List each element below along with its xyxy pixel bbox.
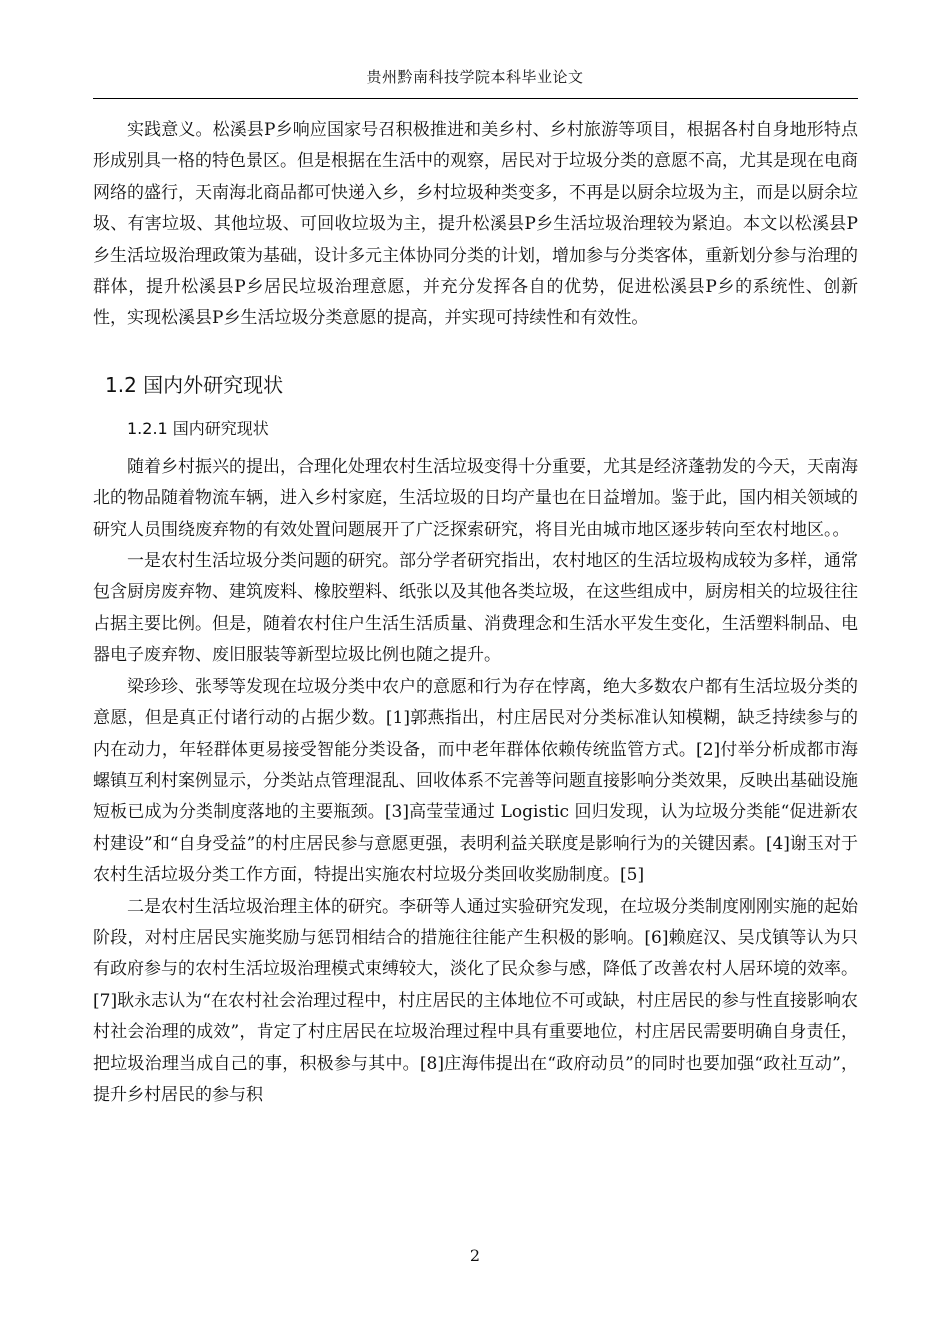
paragraph-literature-review: 梁珍珍、张琴等发现在垃圾分类中农户的意愿和行为存在悖离，绝大多数农户都有生活垃圾分类的意愿，但是真正付诸行动的占据少数。[1]郭燕指出，村庄居民对分类标准认知模糊，缺乏持续参与的内在动力，年轻群体更易接受智能分类设备，而中老年群体依赖传统监管方式。[2]付举分析成都市海螺镇互利村案例显示，分类站点管理混乱、回收体系不完善等问题直接影响分类效果，反映出基础设施短板已成为分类制度落地的主要瓶颈。[3]高莹莹通过 Logistic 回归发现，认为垃圾分类能“促进新农村建设”和“自身受益”的村庄居民参与意愿更强，表明利益关联度是影响行为的关键因素。[4]谢玉对于农村生活垃圾分类工作方面，特提出实施农村垃圾分类回收奖励制度。[5]	[93, 676, 858, 886]
paragraph-intro: 随着乡村振兴的提出，合理化处理农村生活垃圾变得十分重要，尤其是经济蓬勃发的今天，天南海北的物品随着物流车辆，进入乡村家庭，生活垃圾的日均产量也在日益增加。鉴于此，国内相关领域的研究人员围绕废弃物的有效处置问题展开了广泛探索研究，将目光由城市地区逐步转向至农村地区。。	[93, 456, 858, 540]
subsection-heading: 1.2.1 国内研究现状	[127, 418, 269, 438]
paragraph-practical-significance: 实践意义。松溪县P乡响应国家号召积极推进和美乡村、乡村旅游等项目，根据各村自身地形特点形成别具一格的特色景区。但是根据在生活中的观察，居民对于垃圾分类的意愿不高，尤其是现在电商网络的盛行，天南海北商品都可快递入乡，乡村垃圾种类变多，不再是以厨余垃圾为主，而是以厨余垃圾、有害垃圾、其他垃圾、可回收垃圾为主，提升松溪县P乡生活垃圾治理较为紧迫。本文以松溪县P乡生活垃圾治理政策为基础，设计多元主体协同分类的计划，增加参与分类客体，重新划分参与治理的群体，提升松溪县P乡居民垃圾治理意愿，并充分发挥各自的优势，促进松溪县P乡的系统性、创新性，实现松溪县P乡生活垃圾分类意愿的提高，并实现可持续性和有效性。	[93, 120, 858, 329]
paragraph-classification-research: 一是农村生活垃圾分类问题的研究。部分学者研究指出，农村地区的生活垃圾构成较为多样，通常包含厨房废弃物、建筑废料、橡胶塑料、纸张以及其他各类垃圾，在这些组成中，厨房相关的垃圾往往占据主要比例。但是，随着农村住户生活生活质量、消费理念和生活水平发生变化，生活塑料制品、电器电子废弃物、废旧服装等新型垃圾比例也随之提升。	[93, 551, 858, 666]
header-rule	[93, 98, 858, 99]
running-header: 贵州黔南科技学院本科毕业论文	[366, 68, 584, 86]
section-heading: 1.2 国内外研究现状	[105, 372, 284, 397]
page-number: 2	[469, 1246, 481, 1265]
page-body	[93, 115, 858, 1111]
paragraph-governance-subjects: 二是农村生活垃圾治理主体的研究。李研等人通过实验研究发现，在垃圾分类制度刚刚实施的起始阶段，对村庄居民实施奖励与惩罚相结合的措施往往能产生积极的影响。[6]赖庭汉、吴戊镇等认为只有政府参与的农村生活垃圾治理模式束缚较大，淡化了民众参与感，降低了改善农村人居环境的效率。[7]耿永志认为“在农村社会治理过程中，村庄居民的主体地位不可或缺，村庄居民的参与性直接影响农村社会治理的成效”，肯定了村庄居民在垃圾治理过程中具有重要地位，村庄居民需要明确自身责任，把垃圾治理当成自己的事，积极参与其中。[8]庄海伟提出在“政府动员”的同时也要加强“政社互动”，提升乡村居民的参与积	[93, 896, 858, 1105]
